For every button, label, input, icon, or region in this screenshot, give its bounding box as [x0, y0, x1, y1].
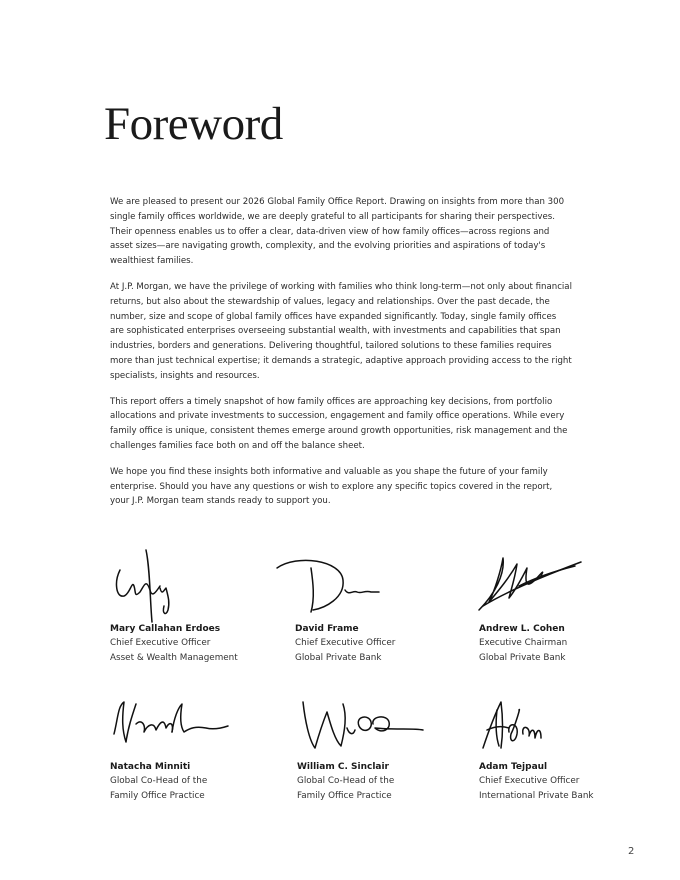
signatory-title: Global Co-Head of the [110, 776, 208, 786]
page-title: Foreword [104, 98, 283, 150]
signatory-unit: Asset & Wealth Management [110, 653, 238, 663]
signature-adam [479, 688, 619, 760]
signatory-name: Natacha Minniti [110, 762, 191, 772]
signatory-title: Chief Executive Officer [479, 776, 580, 786]
signatory-block [110, 550, 295, 666]
signatory-block [479, 688, 664, 804]
paragraph: At J.P. Morgan, we have the privilege of working with families who think long-term—not only about financial returns, but also about the stewardship of values, legacy and relationships. Over the past decade, the number, size and scope of global family offices have expanded significantly. Today, single family offices are sophisticated enterprises overseeing substantial wealth, with investments and capabilities that span industries, borders and generations. Delivering thoughtful, tailored solutions to these families requires more than just technical expertise; it demands a strategic, adaptive approach providing access to the right specialists, insights and resources. [110, 281, 572, 381]
signatory-unit: Family Office Practice [110, 791, 205, 801]
signatory-title: Chief Executive Officer [110, 638, 211, 648]
signature-mary [110, 550, 250, 622]
signature-natacha [110, 688, 250, 760]
signatory-name: Andrew L. Cohen [479, 624, 565, 634]
signatory-name: William C. Sinclair [297, 762, 389, 772]
signatory-title: Executive Chairman [479, 638, 568, 648]
signatory-block [479, 550, 664, 666]
signatory-unit: Global Private Bank [295, 653, 382, 663]
signatory-title: Chief Executive Officer [295, 638, 396, 648]
signature-david [295, 550, 435, 622]
signatory-block [297, 688, 482, 804]
paragraph: We hope you find these insights both informative and valuable as you shape the future of your family enterprise. Should you have any questions or wish to explore any specific topics covered in the report, your J.P. Morgan team stands ready to support you. [110, 466, 553, 507]
paragraph: We are pleased to present our 2026 Global Family Office Report. Drawing on insights from more than 300 single family offices worldwide, we are deeply grateful to all participants for sharing their perspectives. Their openness enables us to offer a clear, data-driven view of how family offices—across regions and asset sizes—are navigating growth, complexity, and the evolving priorities and aspirations of today's wealthiest families. [110, 197, 565, 267]
signatory-name: Adam Tejpaul [479, 762, 548, 772]
signature-andrew [479, 550, 619, 622]
signatory-unit: Global Private Bank [479, 653, 566, 663]
signature-william [297, 688, 437, 760]
signatory-block [295, 550, 480, 666]
foreword-body [110, 195, 572, 520]
signatory-title: Global Co-Head of the [297, 776, 395, 786]
signatory-unit: International Private Bank [479, 791, 594, 801]
page-number: 2 [628, 846, 635, 857]
signatory-unit: Family Office Practice [297, 791, 392, 801]
paragraph: This report offers a timely snapshot of how family offices are approaching key decisions, from portfolio allocations and private investments to succession, engagement and family office operations. While every family office is unique, consistent themes emerge around growth opportunities, risk management and the challenges families face both on and off the balance sheet. [110, 396, 568, 451]
signatory-block [110, 688, 295, 804]
signatory-name: David Frame [295, 624, 359, 634]
signatory-name: Mary Callahan Erdoes [110, 624, 221, 634]
